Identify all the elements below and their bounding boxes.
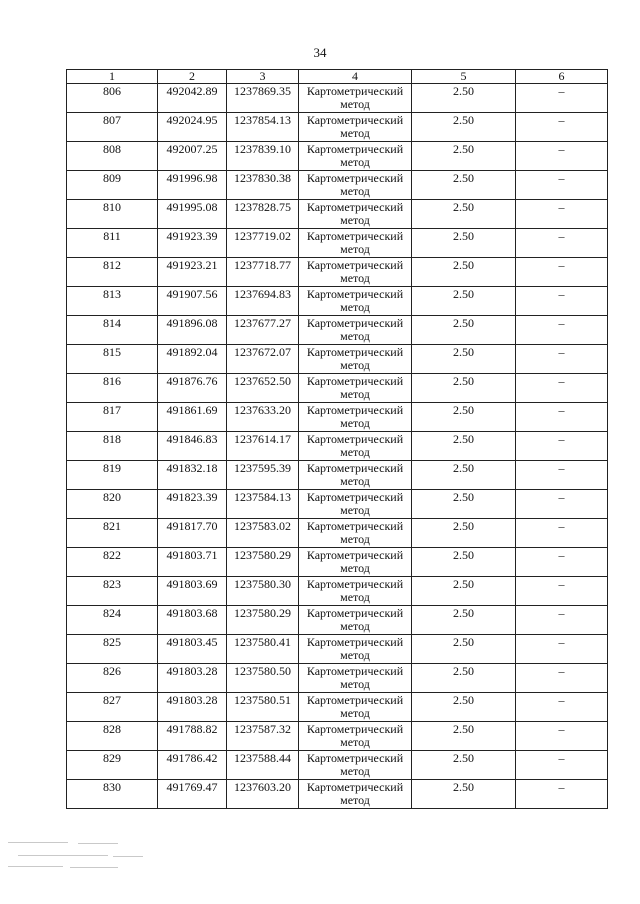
- cell-note: –: [516, 84, 608, 113]
- cell-point-number: 824: [67, 606, 158, 635]
- page-number: 34: [313, 45, 327, 60]
- cell-accuracy: 2.50: [412, 403, 516, 432]
- cell-coord-y: 1237580.29: [227, 548, 299, 577]
- cell-note: –: [516, 287, 608, 316]
- cell-method: Картометрический метод: [299, 461, 412, 490]
- cell-method: Картометрический метод: [299, 258, 412, 287]
- table-row: [67, 142, 608, 171]
- cell-method: Картометрический метод: [299, 490, 412, 519]
- cell-point-number: 810: [67, 200, 158, 229]
- table-row: [67, 490, 608, 519]
- cell-coord-x: 491803.45: [158, 635, 227, 664]
- cell-coord-x: 491923.21: [158, 258, 227, 287]
- cell-coord-x: 491861.69: [158, 403, 227, 432]
- cell-accuracy: 2.50: [412, 722, 516, 751]
- cell-point-number: 807: [67, 113, 158, 142]
- table-row: [67, 113, 608, 142]
- header-cell-3: 3: [227, 70, 299, 84]
- cell-point-number: 822: [67, 548, 158, 577]
- header-row: [67, 70, 608, 84]
- cell-accuracy: 2.50: [412, 345, 516, 374]
- header-cell-4: 4: [299, 70, 412, 84]
- cell-method: Картометрический метод: [299, 780, 412, 809]
- cell-method: Картометрический метод: [299, 142, 412, 171]
- cell-method: Картометрический метод: [299, 548, 412, 577]
- cell-coord-y: 1237588.44: [227, 751, 299, 780]
- cell-note: –: [516, 113, 608, 142]
- cell-point-number: 812: [67, 258, 158, 287]
- table-row: [67, 287, 608, 316]
- cell-accuracy: 2.50: [412, 142, 516, 171]
- cell-accuracy: 2.50: [412, 258, 516, 287]
- cell-accuracy: 2.50: [412, 113, 516, 142]
- cell-coord-y: 1237719.02: [227, 229, 299, 258]
- cell-coord-y: 1237580.51: [227, 693, 299, 722]
- cell-coord-x: 492024.95: [158, 113, 227, 142]
- cell-coord-y: 1237587.32: [227, 722, 299, 751]
- cell-coord-x: 492042.89: [158, 84, 227, 113]
- cell-coord-y: 1237677.27: [227, 316, 299, 345]
- cell-coord-y: 1237633.20: [227, 403, 299, 432]
- cell-method: Картометрический метод: [299, 432, 412, 461]
- cell-method: Картометрический метод: [299, 693, 412, 722]
- cell-coord-y: 1237614.17: [227, 432, 299, 461]
- table-row: [67, 374, 608, 403]
- cell-note: –: [516, 316, 608, 345]
- cell-method: Картометрический метод: [299, 751, 412, 780]
- cell-coord-x: 491788.82: [158, 722, 227, 751]
- cell-coord-x: 491832.18: [158, 461, 227, 490]
- cell-coord-y: 1237595.39: [227, 461, 299, 490]
- cell-accuracy: 2.50: [412, 577, 516, 606]
- cell-point-number: 828: [67, 722, 158, 751]
- cell-accuracy: 2.50: [412, 606, 516, 635]
- cell-coord-y: 1237603.20: [227, 780, 299, 809]
- cell-coord-x: 491803.71: [158, 548, 227, 577]
- cell-method: Картометрический метод: [299, 722, 412, 751]
- table-row: [67, 548, 608, 577]
- cell-method: Картометрический метод: [299, 113, 412, 142]
- cell-point-number: 821: [67, 519, 158, 548]
- cell-coord-x: 491817.70: [158, 519, 227, 548]
- cell-coord-y: 1237584.13: [227, 490, 299, 519]
- table-row: [67, 229, 608, 258]
- cell-coord-x: 491803.69: [158, 577, 227, 606]
- table-row: [67, 200, 608, 229]
- cell-coord-y: 1237830.38: [227, 171, 299, 200]
- cell-method: Картометрический метод: [299, 229, 412, 258]
- cell-note: –: [516, 490, 608, 519]
- cell-method: Картометрический метод: [299, 374, 412, 403]
- table-row: [67, 171, 608, 200]
- cell-point-number: 814: [67, 316, 158, 345]
- table-row: [67, 722, 608, 751]
- cell-accuracy: 2.50: [412, 519, 516, 548]
- cell-coord-x: 491995.08: [158, 200, 227, 229]
- cell-accuracy: 2.50: [412, 490, 516, 519]
- cell-coord-y: 1237718.77: [227, 258, 299, 287]
- table-row: [67, 84, 608, 113]
- table-body: [67, 84, 608, 809]
- cell-point-number: 819: [67, 461, 158, 490]
- cell-point-number: 820: [67, 490, 158, 519]
- table-row: [67, 751, 608, 780]
- cell-method: Картометрический метод: [299, 577, 412, 606]
- cell-note: –: [516, 461, 608, 490]
- cell-accuracy: 2.50: [412, 200, 516, 229]
- cell-accuracy: 2.50: [412, 229, 516, 258]
- cell-point-number: 809: [67, 171, 158, 200]
- cell-accuracy: 2.50: [412, 374, 516, 403]
- cell-accuracy: 2.50: [412, 287, 516, 316]
- cell-note: –: [516, 171, 608, 200]
- cell-coord-x: 492007.25: [158, 142, 227, 171]
- cell-accuracy: 2.50: [412, 635, 516, 664]
- cell-coord-x: 491803.28: [158, 664, 227, 693]
- cell-note: –: [516, 432, 608, 461]
- header-cell-1: 1: [67, 70, 158, 84]
- cell-coord-y: 1237583.02: [227, 519, 299, 548]
- cell-coord-y: 1237672.07: [227, 345, 299, 374]
- cell-coord-x: 491769.47: [158, 780, 227, 809]
- cell-note: –: [516, 374, 608, 403]
- cell-method: Картометрический метод: [299, 287, 412, 316]
- cell-note: –: [516, 403, 608, 432]
- cell-note: –: [516, 229, 608, 258]
- cell-coord-y: 1237580.41: [227, 635, 299, 664]
- scan-artifact: [8, 842, 158, 872]
- cell-coord-x: 491907.56: [158, 287, 227, 316]
- cell-note: –: [516, 519, 608, 548]
- cell-accuracy: 2.50: [412, 751, 516, 780]
- cell-point-number: 817: [67, 403, 158, 432]
- cell-coord-x: 491876.76: [158, 374, 227, 403]
- cell-note: –: [516, 635, 608, 664]
- cell-coord-x: 491803.28: [158, 693, 227, 722]
- cell-method: Картометрический метод: [299, 635, 412, 664]
- table-row: [67, 258, 608, 287]
- cell-accuracy: 2.50: [412, 432, 516, 461]
- cell-method: Картометрический метод: [299, 664, 412, 693]
- cell-note: –: [516, 780, 608, 809]
- cell-method: Картометрический метод: [299, 606, 412, 635]
- cell-note: –: [516, 345, 608, 374]
- cell-accuracy: 2.50: [412, 693, 516, 722]
- table-row: [67, 403, 608, 432]
- table-row: [67, 345, 608, 374]
- table-row: [67, 693, 608, 722]
- cell-point-number: 813: [67, 287, 158, 316]
- cell-point-number: 818: [67, 432, 158, 461]
- cell-accuracy: 2.50: [412, 316, 516, 345]
- cell-note: –: [516, 577, 608, 606]
- cell-note: –: [516, 258, 608, 287]
- cell-note: –: [516, 548, 608, 577]
- cell-coord-y: 1237839.10: [227, 142, 299, 171]
- cell-point-number: 829: [67, 751, 158, 780]
- table-row: [67, 664, 608, 693]
- cell-note: –: [516, 664, 608, 693]
- cell-coord-x: 491786.42: [158, 751, 227, 780]
- cell-note: –: [516, 606, 608, 635]
- cell-point-number: 811: [67, 229, 158, 258]
- cell-coord-x: 491892.04: [158, 345, 227, 374]
- header-cell-6: 6: [516, 70, 608, 84]
- cell-point-number: 830: [67, 780, 158, 809]
- header-cell-5: 5: [412, 70, 516, 84]
- cell-method: Картометрический метод: [299, 519, 412, 548]
- cell-note: –: [516, 751, 608, 780]
- cell-accuracy: 2.50: [412, 548, 516, 577]
- cell-method: Картометрический метод: [299, 403, 412, 432]
- cell-coord-x: 491896.08: [158, 316, 227, 345]
- table-row: [67, 461, 608, 490]
- table-row: [67, 606, 608, 635]
- cell-note: –: [516, 722, 608, 751]
- cell-coord-y: 1237580.30: [227, 577, 299, 606]
- cell-accuracy: 2.50: [412, 780, 516, 809]
- cell-method: Картометрический метод: [299, 200, 412, 229]
- cell-accuracy: 2.50: [412, 171, 516, 200]
- cell-point-number: 823: [67, 577, 158, 606]
- cell-point-number: 815: [67, 345, 158, 374]
- cell-coord-x: 491996.98: [158, 171, 227, 200]
- cell-point-number: 826: [67, 664, 158, 693]
- cell-coord-y: 1237580.50: [227, 664, 299, 693]
- cell-coord-x: 491823.39: [158, 490, 227, 519]
- table-row: [67, 635, 608, 664]
- cell-coord-y: 1237694.83: [227, 287, 299, 316]
- cell-point-number: 808: [67, 142, 158, 171]
- cell-method: Картометрический метод: [299, 345, 412, 374]
- coordinates-table: [66, 69, 608, 809]
- table-row: [67, 519, 608, 548]
- cell-coord-y: 1237580.29: [227, 606, 299, 635]
- cell-method: Картометрический метод: [299, 316, 412, 345]
- cell-note: –: [516, 693, 608, 722]
- cell-accuracy: 2.50: [412, 461, 516, 490]
- cell-accuracy: 2.50: [412, 664, 516, 693]
- cell-coord-x: 491923.39: [158, 229, 227, 258]
- cell-point-number: 806: [67, 84, 158, 113]
- table-row: [67, 577, 608, 606]
- cell-point-number: 816: [67, 374, 158, 403]
- cell-accuracy: 2.50: [412, 84, 516, 113]
- cell-coord-y: 1237652.50: [227, 374, 299, 403]
- table-row: [67, 316, 608, 345]
- cell-coord-y: 1237869.35: [227, 84, 299, 113]
- cell-coord-x: 491803.68: [158, 606, 227, 635]
- cell-method: Картометрический метод: [299, 84, 412, 113]
- header-cell-2: 2: [158, 70, 227, 84]
- table-row: [67, 780, 608, 809]
- table-row: [67, 432, 608, 461]
- cell-coord-x: 491846.83: [158, 432, 227, 461]
- cell-coord-y: 1237828.75: [227, 200, 299, 229]
- cell-point-number: 825: [67, 635, 158, 664]
- cell-note: –: [516, 200, 608, 229]
- cell-method: Картометрический метод: [299, 171, 412, 200]
- cell-coord-y: 1237854.13: [227, 113, 299, 142]
- cell-point-number: 827: [67, 693, 158, 722]
- table-header: [67, 70, 608, 84]
- cell-note: –: [516, 142, 608, 171]
